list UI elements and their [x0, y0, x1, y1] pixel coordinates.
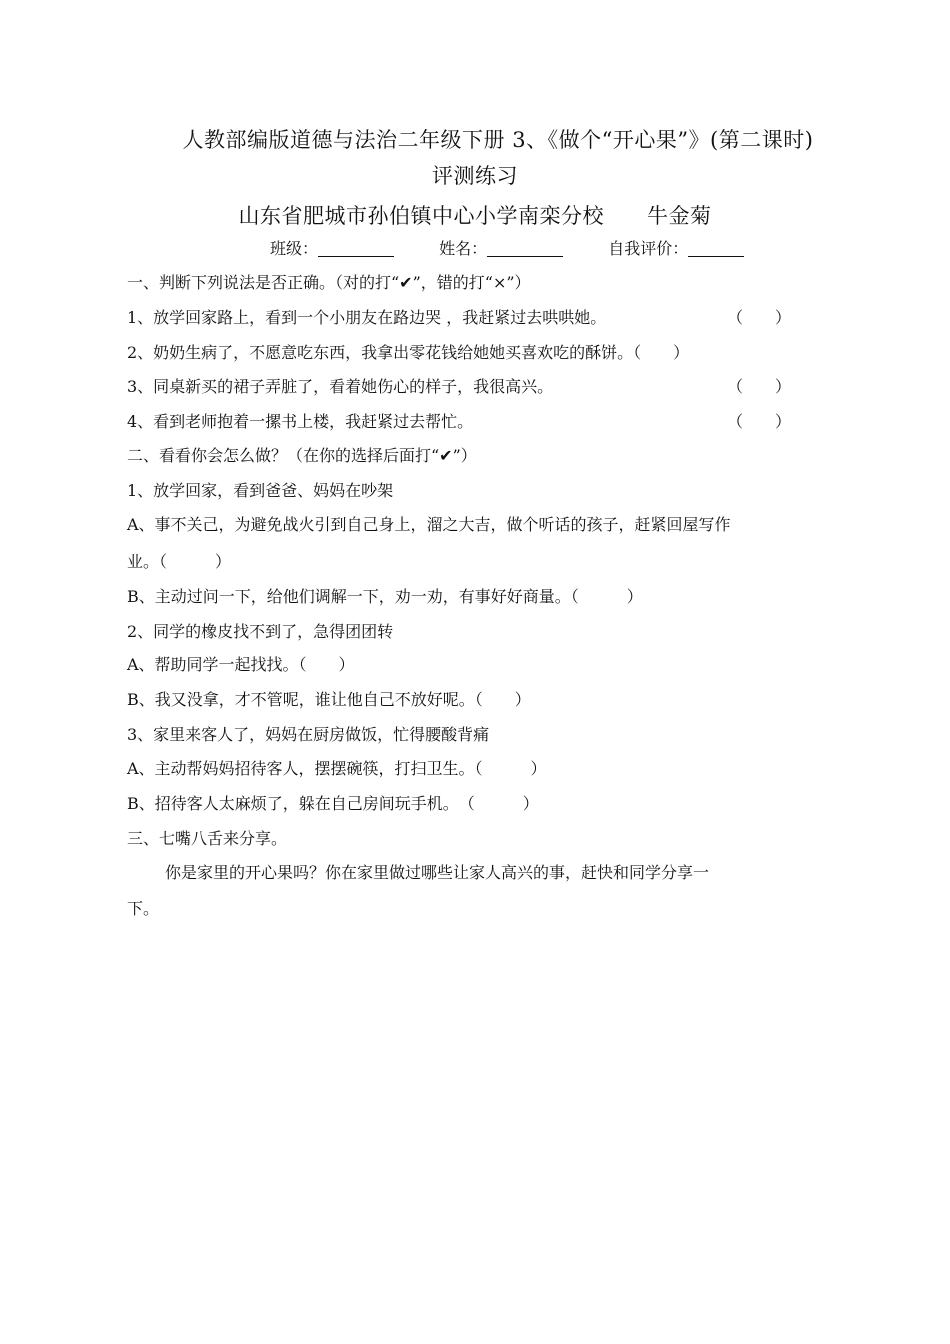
student-info-row [270, 236, 744, 259]
question-2-option-a: A、帮助同学一起找找。（ ） [127, 655, 355, 674]
section1-item-4: 4、看到老师抱着一摞书上楼，我赶紧过去帮忙。 [127, 412, 474, 431]
question-1-option-b: B、主动过问一下，给他们调解一下，劝一劝，有事好好商量。（ ） [127, 587, 643, 606]
section3-body-line-2: 下。 [127, 899, 160, 918]
name-field [439, 236, 563, 259]
self-eval-blank[interactable] [688, 240, 744, 257]
author-line: 山东省肥城市孙伯镇中心小学南栾分校 牛金菊 [238, 204, 712, 228]
answer-paren-1[interactable]: （ ） [727, 308, 792, 327]
answer-paren-3[interactable]: （ ） [727, 377, 792, 396]
question-1-option-a: A、事不关己，为避免战火引到自己身上，溜之大吉，做个听话的孩子，赶紧回屋写作 [127, 515, 731, 534]
class-label: 班级： [270, 239, 319, 258]
question-3-option-a: A、主动帮妈妈招待客人，摆摆碗筷，打扫卫生。（ ） [127, 759, 547, 778]
worksheet-subtitle: 评测练习 [432, 164, 518, 188]
section3-body-line-1: 你是家里的开心果吗？你在家里做过哪些让家人高兴的事，赶快和同学分享一 [165, 863, 710, 882]
question-3-option-b: B、招待客人太麻烦了，躲在自己房间玩手机。 （ ） [127, 794, 539, 813]
answer-paren-4[interactable]: （ ） [727, 412, 792, 431]
section1-item-3: 3、同桌新买的裙子弄脏了，看着她伤心的样子，我很高兴。 [127, 377, 554, 396]
section2-heading: 二、看看你会怎么做？（在你的选择后面打“✔”） [127, 446, 477, 465]
section1-heading: 一、判断下列说法是否正确。（对的打“✔”，错的打“×”） [127, 273, 531, 292]
class-blank[interactable] [318, 240, 394, 257]
question-1: 1、放学回家，看到爸爸、妈妈在吵架 [127, 481, 394, 500]
question-2-option-b: B、我又没拿，才不管呢，谁让他自己不放好呢。（ ） [127, 690, 531, 709]
section1-item-1: 1、放学回家路上，看到一个小朋友在路边哭 ，我赶紧过去哄哄她。 [127, 308, 607, 327]
name-label: 姓名： [439, 239, 488, 258]
section1-item-2: 2、奶奶生病了，不愿意吃东西，我拿出零花钱给她她买喜欢吃的酥饼。（ ） [127, 343, 690, 362]
worksheet-title: 人教部编版道德与法治二年级下册 3、《做个“开心果”》(第二课时) [182, 128, 814, 152]
question-1-option-a-cont: 业。（ ） [127, 552, 232, 571]
question-3: 3、家里来客人了，妈妈在厨房做饭，忙得腰酸背痛 [127, 725, 490, 744]
self-eval-label: 自我评价： [608, 239, 689, 258]
question-2: 2、同学的橡皮找不到了，急得团团转 [127, 622, 394, 641]
name-blank[interactable] [487, 240, 563, 257]
section3-heading: 三、七嘴八舌来分享。 [127, 829, 288, 848]
self-eval-field [608, 236, 744, 259]
class-field [270, 236, 394, 259]
